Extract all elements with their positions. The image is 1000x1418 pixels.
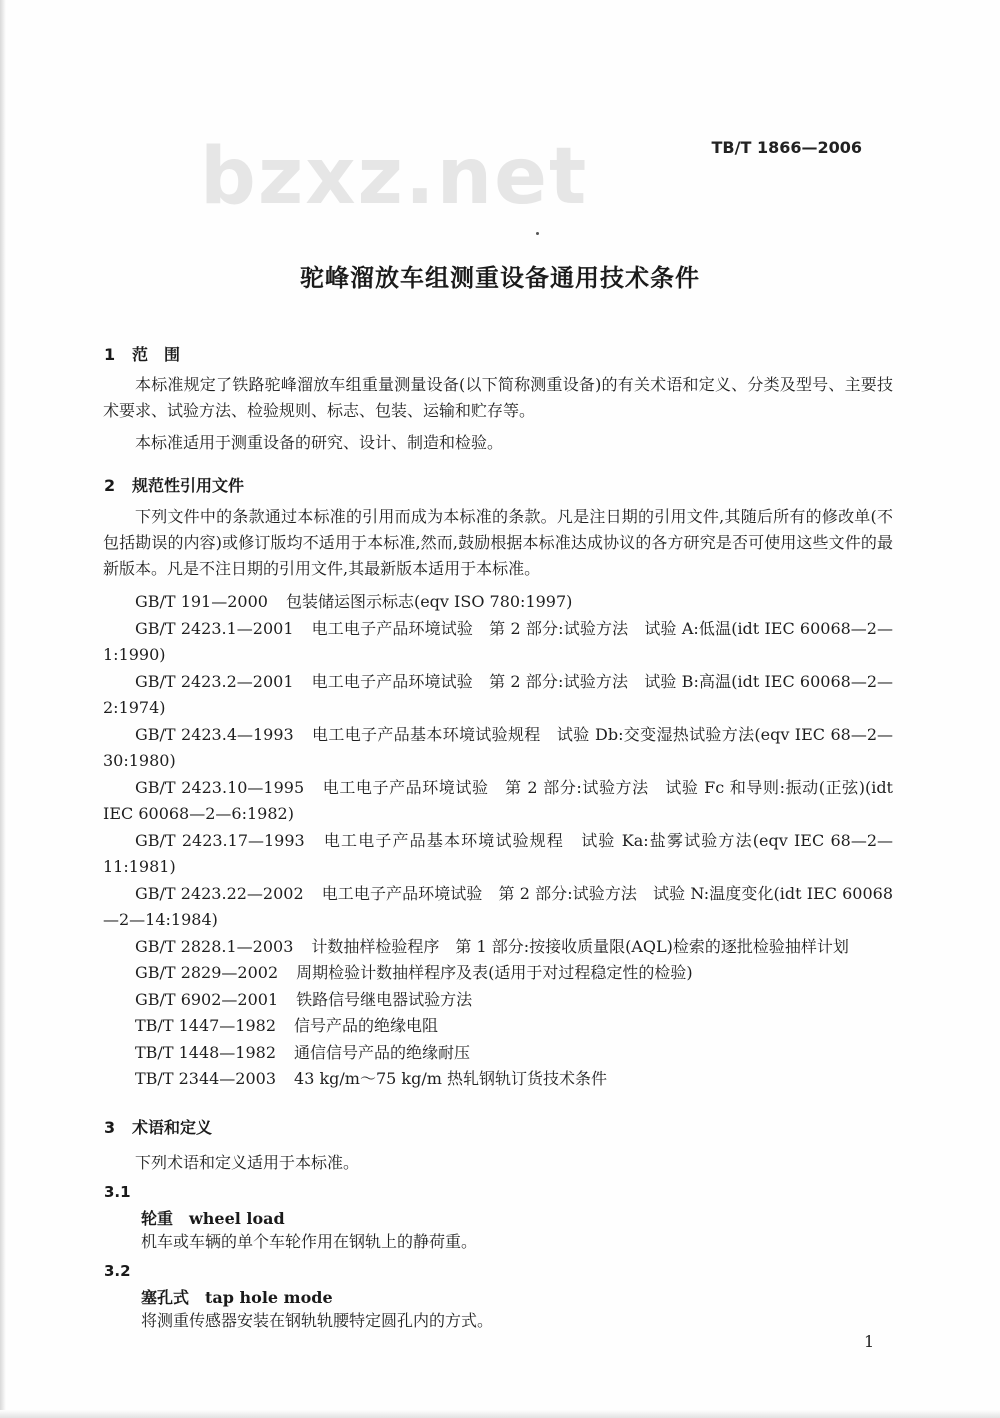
reference-title: 电工电子产品基本环境试验规程 试验 Ka:盐雾试验方法(eqv IEC 68—2—11:1981) — [103, 830, 893, 876]
reference-item — [103, 987, 893, 1014]
reference-title: 周期检验计数抽样程序及表(适用于对过程稳定性的检验) — [296, 963, 693, 982]
term-en: wheel load — [189, 1209, 285, 1228]
reference-item — [103, 960, 893, 987]
section-heading — [104, 342, 180, 365]
term-definition: 机车或车辆的单个车轮作用在钢轨上的静荷重。 — [141, 1232, 478, 1251]
reference-code: TB/T 1448—1982 — [135, 1042, 277, 1062]
reference-code: GB/T 2423.1—2001 — [135, 618, 294, 638]
watermark: bzxz.net — [200, 132, 589, 222]
section-title: 术语和定义 — [132, 1118, 213, 1137]
term-name — [141, 1206, 285, 1229]
section-heading — [104, 473, 244, 496]
paragraph: 下列文件中的条款通过本标准的引用而成为本标准的条款。凡是注日期的引用文件,其随后所有的修改单(不包括勘误的内容)或修订版均不适用于本标准,然而,鼓励根据本标准达成协议的各方研究是否可使用这些文件的最新版本。凡是不注日期的引用文件,其最新版本适用于本标准。 — [103, 507, 893, 578]
standard-code: TB/T 1866—2006 — [711, 138, 862, 157]
reference-item — [103, 722, 893, 775]
term-name — [141, 1285, 333, 1308]
term-number: 3.1 — [104, 1183, 131, 1201]
reference-code: GB/T 2423.2—2001 — [135, 671, 294, 691]
reference-item — [103, 881, 893, 934]
reference-item — [103, 616, 893, 669]
reference-title: 电工电子产品环境试验 第 2 部分:试验方法 试验 Fc 和导则:振动(正弦)(idt IEC 60068—2—6:1982) — [103, 777, 893, 823]
reference-code: GB/T 2423.22—2002 — [135, 883, 304, 903]
reference-item — [103, 775, 893, 828]
reference-item — [103, 1066, 893, 1093]
reference-title: 计数抽样检验程序 第 1 部分:按接收质量限(AQL)检索的逐批检验抽样计划 — [311, 936, 849, 956]
section-heading — [104, 1115, 212, 1138]
paragraph: 本标准适用于测重设备的研究、设计、制造和检验。 — [135, 433, 504, 452]
section-number: 3 — [104, 1118, 116, 1137]
reference-item — [103, 669, 893, 722]
paragraph: 下列术语和定义适用于本标准。 — [135, 1153, 360, 1172]
reference-item — [103, 1013, 893, 1040]
reference-list — [103, 589, 893, 1093]
reference-code: GB/T 2423.4—1993 — [135, 724, 294, 744]
page-number: 1 — [864, 1332, 875, 1351]
term-number: 3.2 — [104, 1262, 131, 1280]
reference-code: GB/T 191—2000 — [135, 592, 268, 611]
reference-item — [103, 1040, 893, 1067]
reference-item — [103, 828, 893, 881]
reference-title: 电工电子产品环境试验 第 2 部分:试验方法 试验 A:低温(idt IEC 60068—2—1:1990) — [103, 618, 893, 664]
section-title: 范 围 — [132, 345, 181, 364]
reference-title: 包装储运图示标志(eqv ISO 780:1997) — [285, 592, 573, 611]
reference-item — [103, 589, 893, 616]
term-en: tap hole mode — [205, 1288, 333, 1307]
reference-title: 43 kg/m～75 kg/m 热轧钢轨订货技术条件 — [294, 1069, 607, 1088]
section-title: 规范性引用文件 — [132, 476, 245, 495]
term-zh: 塞孔式 — [141, 1288, 190, 1307]
reference-item — [103, 934, 893, 961]
reference-title: 信号产品的绝缘电阻 — [294, 1016, 439, 1035]
term-zh: 轮重 — [141, 1209, 174, 1228]
scan-edge — [0, 0, 6, 1418]
reference-code: GB/T 6902—2001 — [135, 989, 279, 1009]
paragraph: 本标准规定了铁路驼峰溜放车组重量测量设备(以下简称测重设备)的有关术语和定义、分类及型号、主要技术要求、试验方法、检验规则、标志、包装、运输和贮存等。 — [103, 375, 893, 420]
reference-title: 电工电子产品环境试验 第 2 部分:试验方法 试验 N:温度变化(idt IEC 60068—2—14:1984) — [103, 883, 893, 929]
scan-speck — [536, 232, 539, 235]
section-number: 1 — [104, 345, 116, 364]
reference-code: TB/T 1447—1982 — [135, 1016, 277, 1035]
reference-title: 电工电子产品基本环境试验规程 试验 Db:交变湿热试验方法(eqv IEC 68—2—30:1980) — [103, 724, 893, 770]
reference-code: GB/T 2829—2002 — [135, 963, 279, 982]
reference-code: GB/T 2423.10—1995 — [135, 777, 305, 797]
reference-title: 电工电子产品环境试验 第 2 部分:试验方法 试验 B:高温(idt IEC 60068—2—2:1974) — [103, 671, 893, 717]
reference-title: 铁路信号继电器试验方法 — [296, 989, 473, 1009]
reference-code: GB/T 2828.1—2003 — [135, 936, 294, 956]
term-definition: 将测重传感器安装在钢轨轨腰特定圆孔内的方式。 — [141, 1311, 494, 1330]
reference-code: TB/T 2344—2003 — [135, 1069, 277, 1088]
scan-edge — [0, 1410, 1000, 1418]
reference-code: GB/T 2423.17—1993 — [135, 830, 305, 850]
section-number: 2 — [104, 476, 116, 495]
reference-title: 通信信号产品的绝缘耐压 — [294, 1042, 471, 1062]
document-title: 驼峰溜放车组测重设备通用技术条件 — [300, 264, 700, 292]
